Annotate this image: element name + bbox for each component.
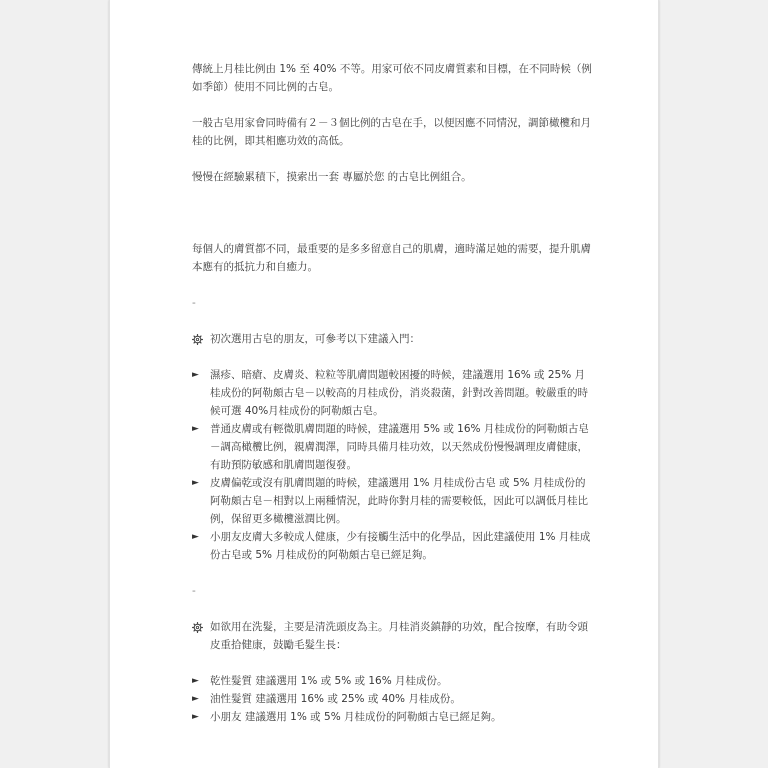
bullet-icon: ► <box>192 676 199 686</box>
bullet-icon: ► <box>192 424 199 434</box>
intro-paragraph-2: 一般古皂用家會同時備有２－３個比例的古皂在手，以便因應不同情況，調節橄欖和月桂的比例，即其相應功效的高低。 <box>192 117 591 147</box>
document-page <box>109 0 659 768</box>
section2-item-2: ► 油性髮質 建議選用 16% 或 25% 或 40% 月桂成份。 <box>192 690 592 708</box>
section2-item-1: ► 乾性髮質 建議選用 1% 或 5% 或 16% 月桂成份。 <box>192 672 592 690</box>
bullet-icon: ► <box>192 694 199 704</box>
section1-item-1: ► 濕疹、暗瘡、皮膚炎、粒粒等肌膚問題較困擾的時候，建議選用 16% 或 25% 月桂成份的阿勒頗古皂－以較高的月桂成份，消炎殺菌，針對改善問題。較嚴重的時候可選 40%月桂成份的阿勒頗古皂。 <box>192 366 592 420</box>
section1-item-4: ► 小朋友皮膚大多較成人健康，少有接觸生活中的化學品，因此建議使用 1% 月桂成份古皂或 5% 月桂成份的阿勒頗古皂已經足夠。 <box>192 528 592 564</box>
divider-2: - <box>192 585 196 597</box>
document-body <box>192 60 592 726</box>
gear-icon <box>192 330 204 348</box>
section1-heading <box>192 330 592 348</box>
section2-heading-text: 如欲用在洗髮，主要是清洗頭皮為主。月桂消炎鎮靜的功效，配合按摩，有助令頭皮重拾健康，鼓勵毛髮生長： <box>210 621 588 651</box>
bullet-icon: ► <box>192 478 199 488</box>
divider-1: - <box>192 297 196 309</box>
section1-item-3: ► 皮膚偏乾或沒有肌膚問題的時候，建議選用 1% 月桂成份古皂 或 5% 月桂成份的阿勒頗古皂－相對以上兩種情況，此時你對月桂的需要較低，因此可以調低月桂比例，保留更多橄欖滋潤比例。 <box>192 474 592 528</box>
bullet-icon: ► <box>192 370 199 380</box>
section1-item-2: ► 普通皮膚或有輕微肌膚問題的時候，建議選用 5% 或 16% 月桂成份的阿勒頗古皂－調高橄欖比例，親膚潤澤，同時具備月桂功效，以天然成份慢慢調理皮膚健康，有助預防敏感和肌膚問題復發。 <box>192 420 592 474</box>
section2-item-3: ► 小朋友 建議選用 1% 或 5% 月桂成份的阿勒頗古皂已經足夠。 <box>192 708 592 726</box>
section1-heading-text: 初次選用古皂的朋友，可參考以下建議入門： <box>210 333 420 345</box>
gear-icon <box>192 618 204 636</box>
bullet-icon: ► <box>192 712 199 722</box>
bullet-icon: ► <box>192 532 199 542</box>
intro-paragraph-1: 傳統上月桂比例由 1% 至 40% 不等。用家可依不同皮膚質素和目標，在不同時候（例如季節）使用不同比例的古皂。 <box>192 63 592 93</box>
intro-paragraph-4: 每個人的膚質都不同，最重要的是多多留意自己的肌膚，適時滿足她的需要，提升肌膚本應有的抵抗力和自癒力。 <box>192 243 591 273</box>
section2-heading <box>192 618 592 654</box>
intro-paragraph-3: 慢慢在經驗累積下，摸索出一套 專屬於您 的古皂比例組合。 <box>192 171 472 183</box>
